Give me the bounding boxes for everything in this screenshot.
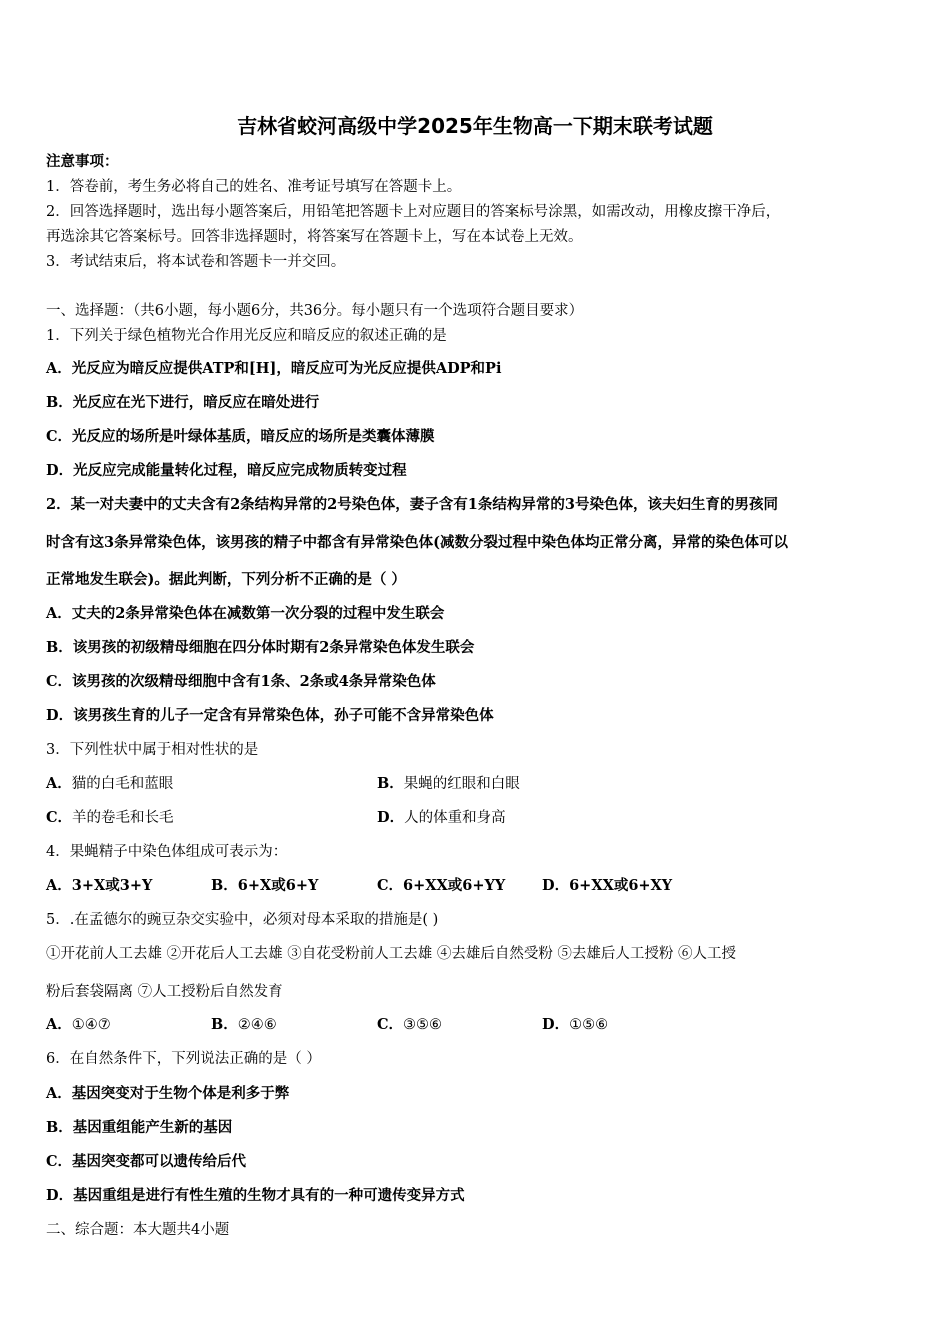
exam-title: 吉林省蛟河高级中学2025年生物高一下期末联考试题	[237, 114, 713, 138]
q3-stem: 3．下列性状中属于相对性状的是	[46, 742, 259, 758]
notice-item-2-cont: 再选涂其它答案标号。回答非选择题时，将答案写在答题卡上，写在本试卷上无效。	[46, 229, 583, 245]
q5-stem: 5．.在孟德尔的豌豆杂交实验中，必须对母本采取的措施是( )	[46, 912, 439, 928]
q5-option-b: B．②④⑥	[211, 1016, 277, 1033]
q5-measures-line-2: 粉后套袋隔离 ⑦人工授粉后自然发育	[46, 984, 283, 1000]
q5-measures-line-1: ①开花前人工去雄 ②开花后人工去雄 ③自花受粉前人工去雄 ④去雄后自然受粉 ⑤去雄后人工授粉 ⑥人工授	[46, 946, 737, 962]
q1-option-a: A．光反应为暗反应提供ATP和[H]，暗反应可为光反应提供ADP和Pi	[46, 360, 502, 377]
q6-option-d: D．基因重组是进行有性生殖的生物才具有的一种可遗传变异方式	[46, 1187, 465, 1204]
q2-stem-line-1: 2．某一对夫妻中的丈夫含有2条结构异常的2号染色体，妻子含有1条结构异常的3号染色体，该夫妇生育的男孩同	[46, 496, 778, 513]
q4-option-d: D．6+XX或6+XY	[542, 877, 673, 894]
q1-option-b: B．光反应在光下进行，暗反应在暗处进行	[46, 394, 320, 411]
notice-item-3: 3．考试结束后，将本试卷和答题卡一并交回。	[46, 254, 346, 270]
q4-option-b: B．6+X或6+Y	[211, 877, 319, 894]
q5-option-d: D．①⑤⑥	[542, 1016, 609, 1033]
q2-stem-line-3: 正常地发生联会)。据此判断，下列分析不正确的是（ ）	[46, 571, 406, 588]
q2-option-b: B．该男孩的初级精母细胞在四分体时期有2条异常染色体发生联会	[46, 639, 475, 656]
q3-option-d: D．人的体重和身高	[377, 809, 506, 826]
notice-item-2: 2．回答选择题时，选出每小题答案后，用铅笔把答题卡上对应题目的答案标号涂黑，如需改动，用橡皮擦干净后，	[46, 204, 781, 220]
q3-option-b: B．果蝇的红眼和白眼	[377, 775, 520, 792]
q3-option-c: C．羊的卷毛和长毛	[46, 809, 174, 826]
q1-stem: 1．下列关于绿色植物光合作用光反应和暗反应的叙述正确的是	[46, 328, 447, 344]
section-1-heading: 一、选择题：（共6小题，每小题6分，共36分。每小题只有一个选项符合题目要求）	[46, 303, 584, 319]
q3-option-a: A．猫的白毛和蓝眼	[46, 775, 174, 792]
q1-option-c: C．光反应的场所是叶绿体基质，暗反应的场所是类囊体薄膜	[46, 428, 435, 445]
q5-option-c: C．③⑤⑥	[377, 1016, 443, 1033]
q6-option-a: A．基因突变对于生物个体是利多于弊	[46, 1085, 290, 1102]
q2-option-a: A．丈夫的2条异常染色体在减数第一次分裂的过程中发生联会	[46, 605, 445, 622]
notice-heading: 注意事项：	[46, 153, 119, 170]
q6-option-c: C．基因突变都可以遗传给后代	[46, 1153, 247, 1170]
q1-option-d: D．光反应完成能量转化过程，暗反应完成物质转变过程	[46, 462, 407, 479]
q4-stem: 4．果蝇精子中染色体组成可表示为：	[46, 844, 288, 860]
q6-stem: 6．在自然条件下，下列说法正确的是（ ）	[46, 1051, 321, 1067]
section-2-heading: 二、综合题：本大题共4小题	[46, 1222, 230, 1238]
notice-item-1: 1．答卷前，考生务必将自己的姓名、准考证号填写在答题卡上。	[46, 179, 462, 195]
q4-option-a: A．3+X或3+Y	[46, 877, 153, 894]
q5-option-a: A．①④⑦	[46, 1016, 111, 1033]
q2-stem-line-2: 时含有这3条异常染色体，该男孩的精子中都含有异常染色体(减数分裂过程中染色体均正常分离，异常的染色体可以	[46, 534, 788, 551]
q2-option-d: D．该男孩生育的儿子一定含有异常染色体，孙子可能不含异常染色体	[46, 707, 494, 724]
q4-option-c: C．6+XX或6+YY	[377, 877, 506, 894]
q6-option-b: B．基因重组能产生新的基因	[46, 1119, 233, 1136]
q2-option-c: C．该男孩的次级精母细胞中含有1条、2条或4条异常染色体	[46, 673, 436, 690]
